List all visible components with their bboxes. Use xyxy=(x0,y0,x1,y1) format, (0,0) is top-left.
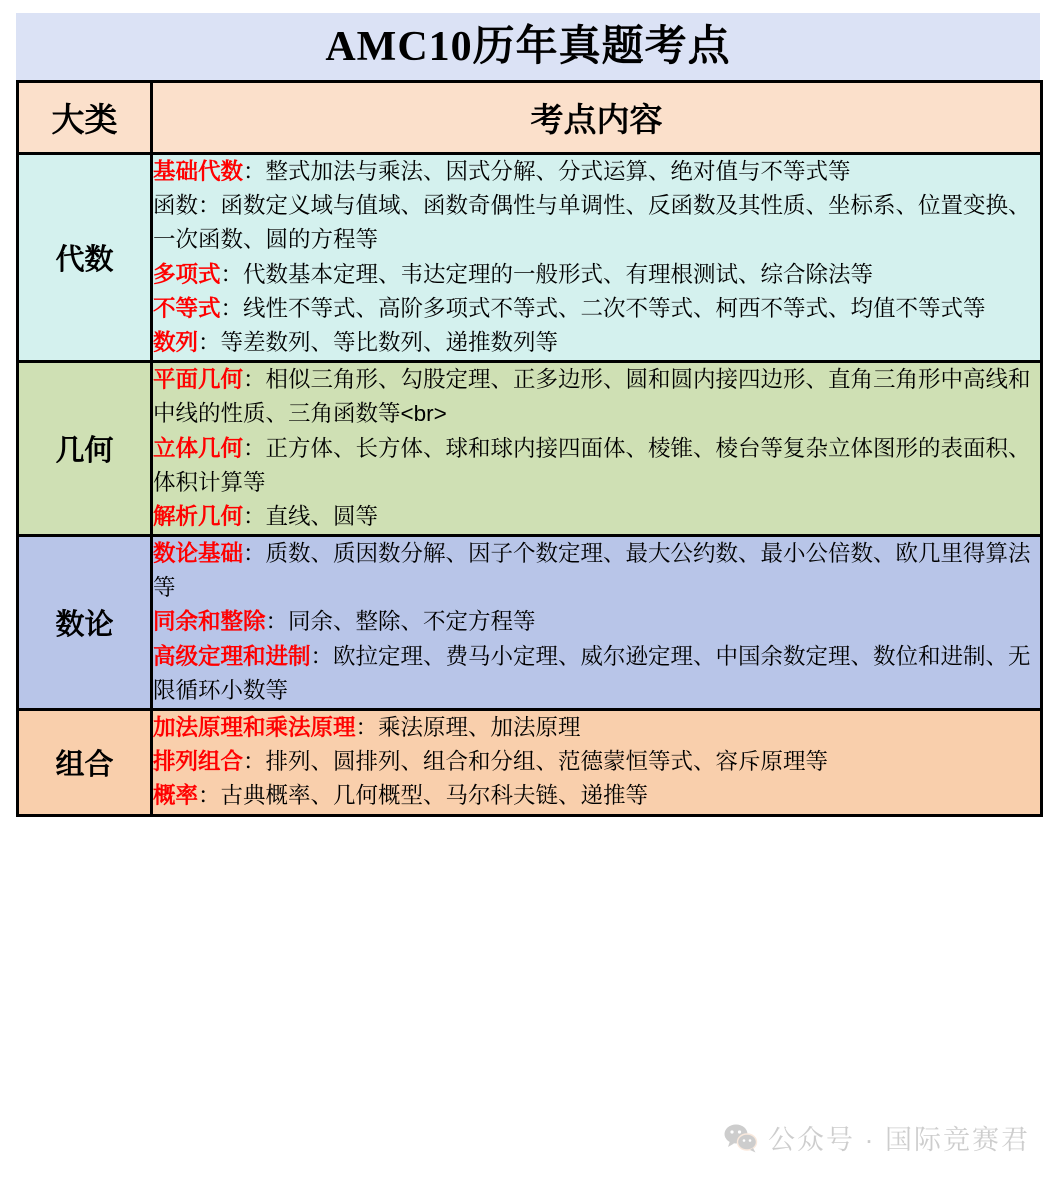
column-header-content: 考点内容 xyxy=(152,82,1042,154)
category-label-combinatorics: 组合 xyxy=(18,710,152,816)
content-line xyxy=(153,258,1040,292)
topic-text: 代数基本定理、韦达定理的一般形式、有理根测试、综合除法等 xyxy=(243,261,874,287)
table-header-row xyxy=(18,82,1042,154)
page-title: AMC10历年真题考点 xyxy=(325,23,731,70)
topic-label: 数论基础 xyxy=(153,541,244,567)
topic-label: 加法原理和乘法原理 xyxy=(153,715,356,740)
watermark-text: 公众号 · 国际竞赛君 xyxy=(768,1125,1030,1155)
topic-sep: ： xyxy=(243,749,266,775)
topic-sep: ： xyxy=(198,329,221,355)
content-line xyxy=(153,779,1040,813)
topic-text: 相似三角形、勾股定理、正多边形、圆和圆内接四边形、直角三角形中高线和中线的性质、三角函数等<br> xyxy=(153,367,1031,427)
topic-text: 质数、质因数分解、因子个数定理、最大公约数、最小公倍数、欧几里得算法等 xyxy=(153,541,1031,601)
topic-label: 排列组合 xyxy=(153,749,244,775)
topic-label: 高级定理和进制 xyxy=(153,643,311,669)
topic-text: 排列、圆排列、组合和分组、范德蒙恒等式、容斥原理等 xyxy=(265,749,829,775)
syllabus-table xyxy=(16,80,1043,817)
category-label-number-theory: 数论 xyxy=(18,536,152,710)
topic-label: 基础代数 xyxy=(153,159,244,184)
title-band xyxy=(16,13,1040,80)
topic-label: 多项式 xyxy=(153,261,221,287)
topic-sep: ： xyxy=(243,503,266,529)
content-cell-algebra xyxy=(152,154,1042,362)
content-line xyxy=(153,640,1040,708)
topic-label: 平面几何 xyxy=(153,367,244,393)
content-cell-combinatorics xyxy=(152,710,1042,816)
column-header-category: 大类 xyxy=(18,82,152,154)
topic-sep: ： xyxy=(243,435,266,461)
topic-text: 乘法原理、加法原理 xyxy=(378,715,581,740)
topic-text: 欧拉定理、费马小定理、威尔逊定理、中国余数定理、数位和进制、无限循环小数等 xyxy=(153,643,1031,703)
content-line xyxy=(153,605,1040,639)
table-row-combinatorics xyxy=(18,710,1042,816)
topic-text: 线性不等式、高阶多项式不等式、二次不等式、柯西不等式、均值不等式等 xyxy=(243,295,986,321)
topic-sep: ： xyxy=(265,609,289,635)
topic-text: 古典概率、几何概型、马尔科夫链、递推等 xyxy=(220,783,649,809)
content-line xyxy=(153,189,1040,257)
content-line xyxy=(153,537,1040,605)
topic-sep: ： xyxy=(243,367,266,393)
topic-text: 函数：函数定义域与值域、函数奇偶性与单调性、反函数及其性质、坐标系、位置变换、一次函数、圆的方程等 xyxy=(153,193,1031,253)
content-line xyxy=(153,363,1040,431)
topic-label: 数列 xyxy=(153,329,199,355)
content-line xyxy=(153,500,1040,534)
topic-label: 概率 xyxy=(153,783,199,809)
content-line xyxy=(153,711,1040,745)
content-line xyxy=(153,745,1040,779)
table-row-algebra xyxy=(18,154,1042,362)
topic-text: 整式加法与乘法、因式分解、分式运算、绝对值与不等式等 xyxy=(265,159,851,184)
topic-sep: ： xyxy=(198,783,221,809)
topic-text: 直线、圆等 xyxy=(265,503,379,529)
content-cell-geometry xyxy=(152,362,1042,536)
topic-label: 立体几何 xyxy=(153,435,244,461)
content-line xyxy=(153,292,1040,326)
content-line xyxy=(153,432,1040,500)
topic-text: 正方体、长方体、球和球内接四面体、棱锥、棱台等复杂立体图形的表面积、体积计算等 xyxy=(153,435,1031,495)
topic-label: 同余和整除 xyxy=(153,609,266,635)
category-label-geometry: 几何 xyxy=(18,362,152,536)
table-body xyxy=(18,82,1042,816)
content-line xyxy=(153,155,1040,189)
topic-sep: ： xyxy=(243,541,266,567)
table-row-geometry xyxy=(18,362,1042,536)
content-line xyxy=(153,326,1040,360)
watermark xyxy=(724,1118,1030,1157)
table-row-number-theory xyxy=(18,536,1042,710)
topic-sep: ： xyxy=(310,643,334,669)
wechat-icon xyxy=(724,1123,758,1153)
topic-sep: ： xyxy=(355,715,379,740)
content-cell-number-theory xyxy=(152,536,1042,710)
topic-sep: ： xyxy=(220,261,244,287)
category-label-algebra: 代数 xyxy=(18,154,152,362)
topic-sep: ： xyxy=(243,159,266,184)
topic-label: 解析几何 xyxy=(153,503,244,529)
topic-label: 不等式 xyxy=(153,295,221,321)
topic-text: 同余、整除、不定方程等 xyxy=(288,609,536,635)
topic-sep: ： xyxy=(220,295,244,321)
topic-text: 等差数列、等比数列、递推数列等 xyxy=(220,329,559,355)
